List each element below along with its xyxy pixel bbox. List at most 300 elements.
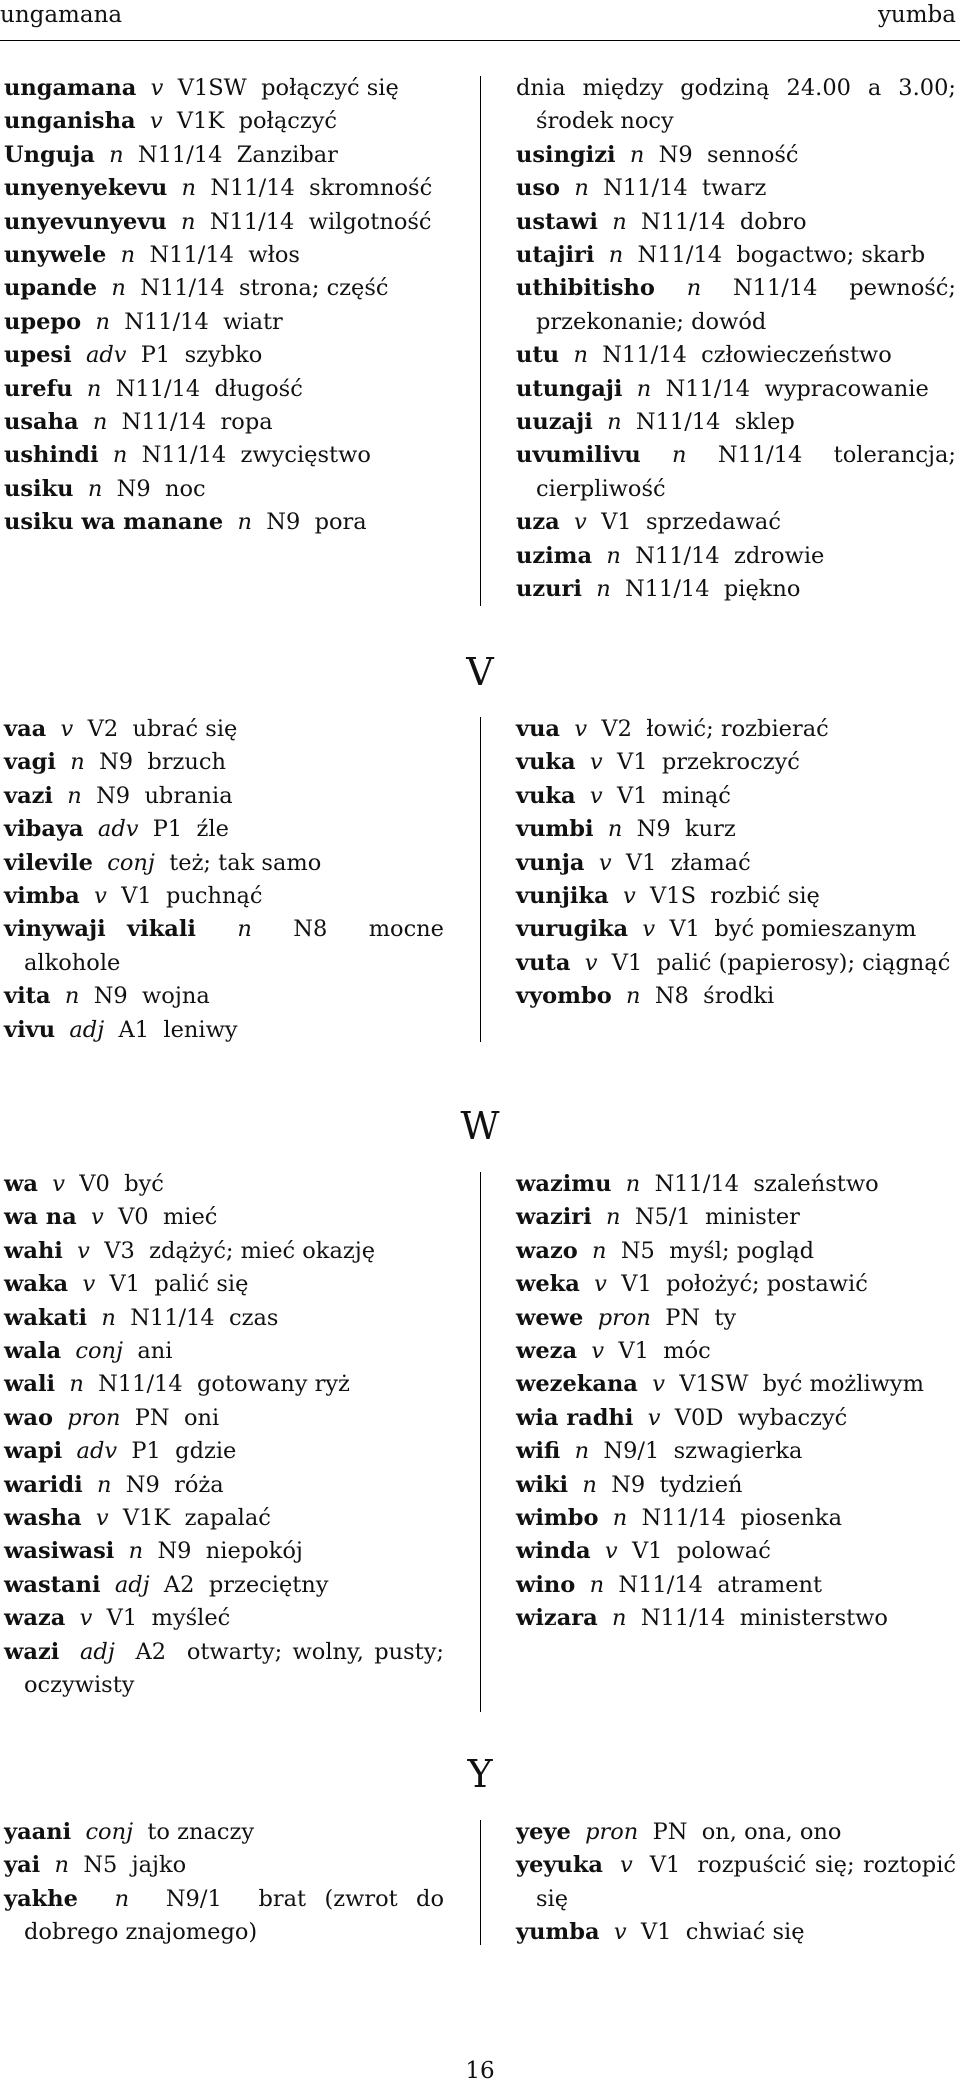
word-class: PN bbox=[652, 1819, 688, 1845]
word-class: N9 bbox=[658, 141, 693, 168]
part-of-speech: n bbox=[237, 916, 252, 943]
headword: washa bbox=[4, 1505, 82, 1532]
definition: jajko bbox=[131, 1852, 187, 1879]
word-class: V1 bbox=[611, 949, 643, 976]
headword: vimba bbox=[4, 883, 80, 910]
word-class: V1SW bbox=[679, 1371, 749, 1398]
dictionary-entry bbox=[516, 813, 956, 846]
word-class: V1K bbox=[122, 1505, 171, 1532]
left-column bbox=[4, 713, 444, 1047]
part-of-speech: n bbox=[574, 1438, 590, 1465]
left-column bbox=[4, 1168, 444, 1703]
part-of-speech: v bbox=[594, 1271, 607, 1298]
definition: atrament bbox=[717, 1571, 823, 1598]
part-of-speech: n bbox=[86, 375, 102, 402]
part-of-speech: n bbox=[612, 1605, 627, 1632]
definition: twarz bbox=[702, 175, 767, 202]
dictionary-entry bbox=[516, 439, 956, 506]
headword: vuta bbox=[516, 949, 571, 976]
dictionary-entry bbox=[516, 1235, 956, 1268]
headword: yeyuka bbox=[516, 1852, 603, 1879]
part-of-speech: v bbox=[94, 883, 107, 910]
definition: tolerancja; cierpliwość bbox=[536, 442, 956, 502]
word-class: V1S bbox=[650, 883, 696, 910]
word-class: P1 bbox=[131, 1438, 161, 1465]
definition: skromność bbox=[309, 175, 433, 202]
definition: polować bbox=[676, 1538, 771, 1565]
dictionary-entry bbox=[516, 540, 956, 573]
dictionary-entry bbox=[516, 239, 956, 272]
definition: otwarty; wolny, pusty; oczywisty bbox=[24, 1638, 445, 1699]
dictionary-entry bbox=[516, 746, 956, 779]
part-of-speech: v bbox=[77, 1237, 90, 1264]
part-of-speech: conj bbox=[85, 1819, 134, 1845]
headword: yakhe bbox=[4, 1885, 78, 1912]
word-class: V1 bbox=[618, 1338, 649, 1365]
definition: zwycięstwo bbox=[240, 442, 371, 469]
part-of-speech: n bbox=[607, 816, 623, 843]
dictionary-entry bbox=[4, 980, 444, 1013]
part-of-speech: v bbox=[620, 1852, 633, 1879]
definition: puchnąć bbox=[165, 883, 263, 910]
definition: tydzień bbox=[659, 1471, 743, 1498]
part-of-speech: n bbox=[608, 242, 624, 269]
right-column bbox=[516, 1816, 956, 1950]
definition: połączyć bbox=[238, 108, 338, 135]
column-divider bbox=[480, 717, 481, 1042]
part-of-speech: v bbox=[150, 75, 164, 101]
column-divider bbox=[480, 76, 481, 606]
dictionary-entry bbox=[4, 105, 444, 138]
word-class: V1 bbox=[649, 1852, 681, 1879]
headword: wezekana bbox=[516, 1371, 638, 1398]
word-class: N11/14 bbox=[641, 1505, 727, 1532]
part-of-speech: conj bbox=[75, 1338, 124, 1365]
part-of-speech: n bbox=[70, 749, 85, 776]
dictionary-entry bbox=[516, 1535, 956, 1568]
dictionary-entry bbox=[516, 947, 956, 980]
dictionary-entry bbox=[4, 373, 444, 406]
definition: człowieczeństwo bbox=[701, 342, 892, 369]
running-header-left: ungamana bbox=[0, 2, 123, 28]
definition: włos bbox=[248, 242, 300, 269]
word-class: N11/14 bbox=[665, 375, 751, 402]
headword: wazo bbox=[516, 1237, 578, 1264]
dictionary-entry bbox=[4, 1849, 444, 1882]
left-column bbox=[4, 72, 444, 540]
headword: usaha bbox=[4, 409, 79, 436]
headword: wifi bbox=[516, 1438, 561, 1465]
dictionary-entry bbox=[4, 1469, 444, 1502]
page-number: 16 bbox=[465, 2058, 495, 2084]
dictionary-entry bbox=[516, 1268, 956, 1301]
dictionary-entry bbox=[516, 1569, 956, 1602]
headword: vua bbox=[516, 716, 561, 742]
definition: ubrać się bbox=[132, 716, 238, 742]
word-class: N11/14 bbox=[732, 275, 818, 302]
dictionary-entry bbox=[4, 780, 444, 813]
definition: senność bbox=[707, 141, 799, 168]
dictionary-entry bbox=[4, 1168, 444, 1201]
word-class: A2 bbox=[163, 1571, 195, 1598]
headword: ushindi bbox=[4, 442, 99, 469]
word-class: A2 bbox=[135, 1638, 167, 1665]
definition: gdzie bbox=[175, 1438, 237, 1465]
part-of-speech: v bbox=[82, 1271, 96, 1298]
word-class: V0 bbox=[79, 1171, 110, 1197]
dictionary-entry bbox=[4, 1235, 444, 1268]
definition: mieć bbox=[162, 1204, 218, 1231]
part-of-speech: n bbox=[582, 1471, 597, 1498]
dictionary-entry bbox=[516, 780, 956, 813]
definition: środki bbox=[703, 983, 775, 1010]
word-class: N11/14 bbox=[210, 175, 295, 202]
part-of-speech: n bbox=[69, 1371, 84, 1398]
part-of-speech: n bbox=[672, 442, 687, 469]
dictionary-entry bbox=[4, 473, 444, 506]
definition: niepokój bbox=[205, 1538, 303, 1565]
headword: waziri bbox=[516, 1204, 592, 1231]
headword: uuzaji bbox=[516, 409, 593, 436]
headword: unyenyekevu bbox=[4, 175, 168, 202]
definition: wybaczyć bbox=[737, 1404, 848, 1431]
dictionary-entry bbox=[4, 139, 444, 172]
part-of-speech: v bbox=[79, 1605, 93, 1632]
part-of-speech: n bbox=[573, 342, 588, 369]
word-class: N5/1 bbox=[634, 1204, 691, 1231]
part-of-speech: v bbox=[647, 1404, 661, 1431]
dictionary-entry bbox=[516, 913, 956, 946]
definition: myśleć bbox=[151, 1605, 231, 1632]
part-of-speech: n bbox=[607, 409, 622, 436]
part-of-speech: n bbox=[101, 1304, 116, 1331]
part-of-speech: n bbox=[626, 983, 641, 1010]
definition: zapalać bbox=[184, 1505, 271, 1532]
headword: wiki bbox=[516, 1471, 569, 1498]
part-of-speech: v bbox=[598, 849, 612, 876]
part-of-speech: n bbox=[574, 175, 589, 202]
headword: usiku wa manane bbox=[4, 509, 224, 536]
headword: vuka bbox=[516, 782, 576, 809]
headword: unywele bbox=[4, 242, 107, 269]
dictionary-entry bbox=[516, 406, 956, 439]
part-of-speech: adj bbox=[69, 1016, 105, 1043]
word-class: N11/14 bbox=[124, 308, 209, 335]
definition: gotowany ryż bbox=[197, 1371, 350, 1398]
word-class: N5 bbox=[83, 1852, 118, 1879]
dictionary-entry bbox=[4, 1602, 444, 1635]
word-class: V1 bbox=[616, 782, 648, 809]
definition: leniwy bbox=[163, 1016, 238, 1043]
part-of-speech: v bbox=[95, 1505, 109, 1532]
definition: brat (zwrot do dobrego znajomego) bbox=[24, 1885, 444, 1946]
definition: zdrowie bbox=[734, 542, 825, 569]
word-class: N11/14 bbox=[635, 409, 721, 436]
definition: mocne alkohole bbox=[24, 916, 444, 976]
headword: wizara bbox=[516, 1605, 598, 1632]
right-column bbox=[516, 713, 956, 1014]
definition: on, ona, ono bbox=[701, 1819, 842, 1845]
word-class: N11/14 bbox=[641, 208, 726, 235]
definition: szaleństwo bbox=[753, 1171, 879, 1197]
word-class: V3 bbox=[104, 1237, 135, 1264]
dictionary-entry bbox=[4, 913, 444, 980]
part-of-speech: n bbox=[625, 1171, 641, 1197]
word-class: P1 bbox=[140, 342, 171, 369]
dictionary-entry bbox=[516, 172, 956, 205]
word-class: A1 bbox=[118, 1016, 150, 1043]
definition: ministerstwo bbox=[739, 1605, 888, 1632]
part-of-speech: adj bbox=[80, 1638, 115, 1665]
part-of-speech: v bbox=[622, 883, 636, 910]
definition: też; tak samo bbox=[169, 849, 322, 876]
right-column bbox=[516, 72, 956, 607]
word-class: V1 bbox=[621, 1271, 652, 1298]
word-class: N11/14 bbox=[137, 141, 223, 168]
word-class: N11/14 bbox=[602, 342, 687, 369]
headword: ungamana bbox=[4, 75, 137, 101]
letter-heading: V bbox=[466, 650, 494, 694]
headword: vazi bbox=[4, 782, 53, 809]
column-divider bbox=[480, 1172, 481, 1712]
dictionary-entry bbox=[516, 980, 956, 1013]
definition: oni bbox=[183, 1404, 220, 1431]
definition: być możliwym bbox=[762, 1371, 924, 1398]
headword: unyevunyevu bbox=[4, 208, 167, 235]
part-of-speech: n bbox=[112, 442, 128, 469]
headword: utu bbox=[516, 342, 560, 369]
dictionary-entry bbox=[4, 880, 444, 913]
headword: wazimu bbox=[516, 1171, 612, 1197]
part-of-speech: n bbox=[612, 1505, 628, 1532]
dictionary-entry bbox=[516, 506, 956, 539]
dictionary-entry bbox=[4, 847, 444, 880]
dictionary-entry bbox=[4, 1569, 444, 1602]
dictionary-entry bbox=[516, 1368, 956, 1401]
headword: wali bbox=[4, 1371, 56, 1398]
word-class: V2 bbox=[87, 716, 119, 742]
definition: być pomieszanym bbox=[714, 916, 917, 943]
part-of-speech: v bbox=[652, 1371, 665, 1398]
dictionary-entry bbox=[516, 1816, 956, 1849]
definition: rozpuścić się; roztopić się bbox=[536, 1852, 956, 1912]
dictionary-entry bbox=[4, 1535, 444, 1568]
dictionary-entry bbox=[516, 1469, 956, 1502]
word-class: N11/14 bbox=[115, 375, 201, 402]
headword: uzuri bbox=[516, 576, 582, 603]
dictionary-entry bbox=[4, 1883, 444, 1950]
headword: wazi bbox=[4, 1638, 60, 1665]
dictionary-entry bbox=[516, 1201, 956, 1234]
word-class: N9 bbox=[93, 983, 128, 1010]
definition: palić (papierosy); ciągnąć bbox=[656, 949, 951, 976]
word-class: N11/14 bbox=[717, 442, 803, 469]
dictionary-entry bbox=[4, 1636, 444, 1703]
word-class: N8 bbox=[654, 983, 689, 1010]
definition: złamać bbox=[670, 849, 751, 876]
part-of-speech: v bbox=[91, 1204, 104, 1231]
headword: wewe bbox=[516, 1304, 584, 1331]
definition: położyć; postawić bbox=[666, 1271, 868, 1298]
headword: uso bbox=[516, 175, 561, 202]
dictionary-entry bbox=[4, 1402, 444, 1435]
definition: sklep bbox=[734, 409, 795, 436]
dictionary-entry bbox=[516, 206, 956, 239]
word-class: N9 bbox=[266, 509, 301, 536]
definition: strona; część bbox=[239, 275, 389, 302]
word-class: N9/1 bbox=[165, 1885, 222, 1912]
part-of-speech: n bbox=[606, 1204, 621, 1231]
definition: minąć bbox=[661, 782, 731, 809]
dictionary-entry bbox=[516, 1602, 956, 1635]
definition: palić się bbox=[154, 1271, 249, 1298]
definition: wilgotność bbox=[308, 208, 432, 235]
headword: vyombo bbox=[516, 983, 612, 1010]
definition: wojna bbox=[142, 983, 210, 1010]
part-of-speech: n bbox=[596, 576, 611, 603]
word-class: N11/14 bbox=[141, 442, 227, 469]
headword: wastani bbox=[4, 1571, 101, 1598]
word-class: N9 bbox=[99, 749, 134, 776]
dictionary-entry bbox=[516, 1849, 956, 1916]
part-of-speech: v bbox=[589, 749, 603, 776]
definition: ubrania bbox=[144, 782, 233, 809]
headword: wa bbox=[4, 1171, 38, 1197]
definition: szybko bbox=[184, 342, 263, 369]
headword: vaa bbox=[4, 716, 47, 742]
definition: rozbić się bbox=[710, 883, 820, 910]
word-class: PN bbox=[665, 1304, 701, 1331]
headword: uza bbox=[516, 509, 560, 536]
headword: upesi bbox=[4, 342, 72, 369]
definition: bogactwo; skarb bbox=[736, 242, 926, 269]
part-of-speech: adv bbox=[97, 816, 139, 843]
definition: pewność; przekonanie; dowód bbox=[536, 275, 956, 335]
part-of-speech: v bbox=[60, 716, 74, 742]
definition: sprzedawać bbox=[645, 509, 781, 536]
headword: winda bbox=[516, 1538, 591, 1565]
part-of-speech: n bbox=[612, 208, 627, 235]
part-of-speech: n bbox=[592, 1237, 607, 1264]
definition: ropa bbox=[220, 409, 273, 436]
dictionary-entry bbox=[516, 1168, 956, 1201]
header-rule bbox=[0, 40, 960, 41]
part-of-speech: conj bbox=[107, 849, 155, 876]
word-class: N9 bbox=[96, 782, 131, 809]
dictionary-entry bbox=[4, 206, 444, 239]
definition: myśl; pogląd bbox=[669, 1237, 815, 1264]
dictionary-entry bbox=[4, 1335, 444, 1368]
word-class: P1 bbox=[152, 816, 183, 843]
definition: zdążyć; mieć okazję bbox=[149, 1237, 376, 1264]
word-class: N11/14 bbox=[130, 1304, 215, 1331]
headword: wao bbox=[4, 1404, 53, 1431]
definition: szwagierka bbox=[673, 1438, 803, 1465]
definition: długość bbox=[214, 375, 303, 402]
headword: yumba bbox=[516, 1919, 600, 1946]
definition: źle bbox=[196, 816, 229, 843]
dictionary-entry bbox=[4, 1201, 444, 1234]
dictionary-entry bbox=[4, 406, 444, 439]
headword: vilevile bbox=[4, 849, 93, 876]
word-class: V1 bbox=[616, 749, 648, 776]
part-of-speech: adv bbox=[76, 1438, 118, 1465]
headword: waka bbox=[4, 1271, 69, 1298]
definition: przeciętny bbox=[208, 1571, 329, 1598]
word-class: N11/14 bbox=[618, 1571, 703, 1598]
word-class: N11/14 bbox=[637, 242, 723, 269]
part-of-speech: n bbox=[96, 1471, 112, 1498]
word-class: N11/14 bbox=[654, 1171, 740, 1197]
part-of-speech: v bbox=[642, 916, 656, 943]
part-of-speech: adv bbox=[85, 342, 127, 369]
part-of-speech: n bbox=[181, 208, 196, 235]
definition: dnia między godziną 24.00 a 3.00; środek nocy bbox=[516, 75, 956, 135]
definition: minister bbox=[705, 1204, 800, 1231]
dictionary-entry bbox=[4, 339, 444, 372]
left-column bbox=[4, 1816, 444, 1950]
definition: pora bbox=[314, 509, 367, 536]
word-class: N9 bbox=[116, 475, 151, 502]
headword: vita bbox=[4, 983, 51, 1010]
headword: vivu bbox=[4, 1016, 56, 1043]
headword: ustawi bbox=[516, 208, 598, 235]
part-of-speech: v bbox=[589, 782, 603, 809]
definition: ani bbox=[137, 1338, 173, 1365]
headword: wia radhi bbox=[516, 1404, 634, 1431]
word-class: V1 bbox=[106, 1605, 138, 1632]
definition: dobro bbox=[739, 208, 807, 235]
dictionary-entry bbox=[4, 1816, 444, 1849]
part-of-speech: pron bbox=[67, 1404, 121, 1431]
word-class: N11/14 bbox=[635, 542, 720, 569]
headword: wakati bbox=[4, 1304, 88, 1331]
dictionary-entry bbox=[4, 1014, 444, 1047]
part-of-speech: v bbox=[574, 509, 587, 536]
definition: kurz bbox=[684, 816, 736, 843]
dictionary-entry bbox=[516, 1302, 956, 1335]
definition: Zanzibar bbox=[236, 141, 338, 168]
part-of-speech: n bbox=[114, 1885, 130, 1912]
dictionary-entry bbox=[516, 139, 956, 172]
word-class: N9 bbox=[636, 816, 671, 843]
word-class: N9 bbox=[611, 1471, 646, 1498]
headword: vunja bbox=[516, 849, 585, 876]
dictionary-entry bbox=[516, 1402, 956, 1435]
dictionary-entry bbox=[516, 339, 956, 372]
part-of-speech: n bbox=[128, 1538, 144, 1565]
part-of-speech: n bbox=[54, 1852, 70, 1879]
headword: weza bbox=[516, 1338, 578, 1365]
definition: noc bbox=[164, 475, 206, 502]
headword: wahi bbox=[4, 1237, 63, 1264]
word-class: V1SW bbox=[177, 75, 247, 101]
part-of-speech: n bbox=[95, 308, 110, 335]
word-class: N5 bbox=[620, 1237, 655, 1264]
headword: vibaya bbox=[4, 816, 84, 843]
word-class: N11/14 bbox=[98, 1371, 183, 1398]
headword: upande bbox=[4, 275, 98, 302]
letter-heading: W bbox=[460, 1104, 500, 1148]
part-of-speech: v bbox=[149, 108, 163, 135]
word-class: V0 bbox=[118, 1204, 149, 1231]
word-class: N11/14 bbox=[121, 409, 207, 436]
part-of-speech: n bbox=[64, 983, 80, 1010]
definition: połączyć się bbox=[261, 75, 399, 101]
word-class: N11/14 bbox=[140, 275, 225, 302]
headword: vunjika bbox=[516, 883, 609, 910]
definition: ty bbox=[714, 1304, 737, 1331]
